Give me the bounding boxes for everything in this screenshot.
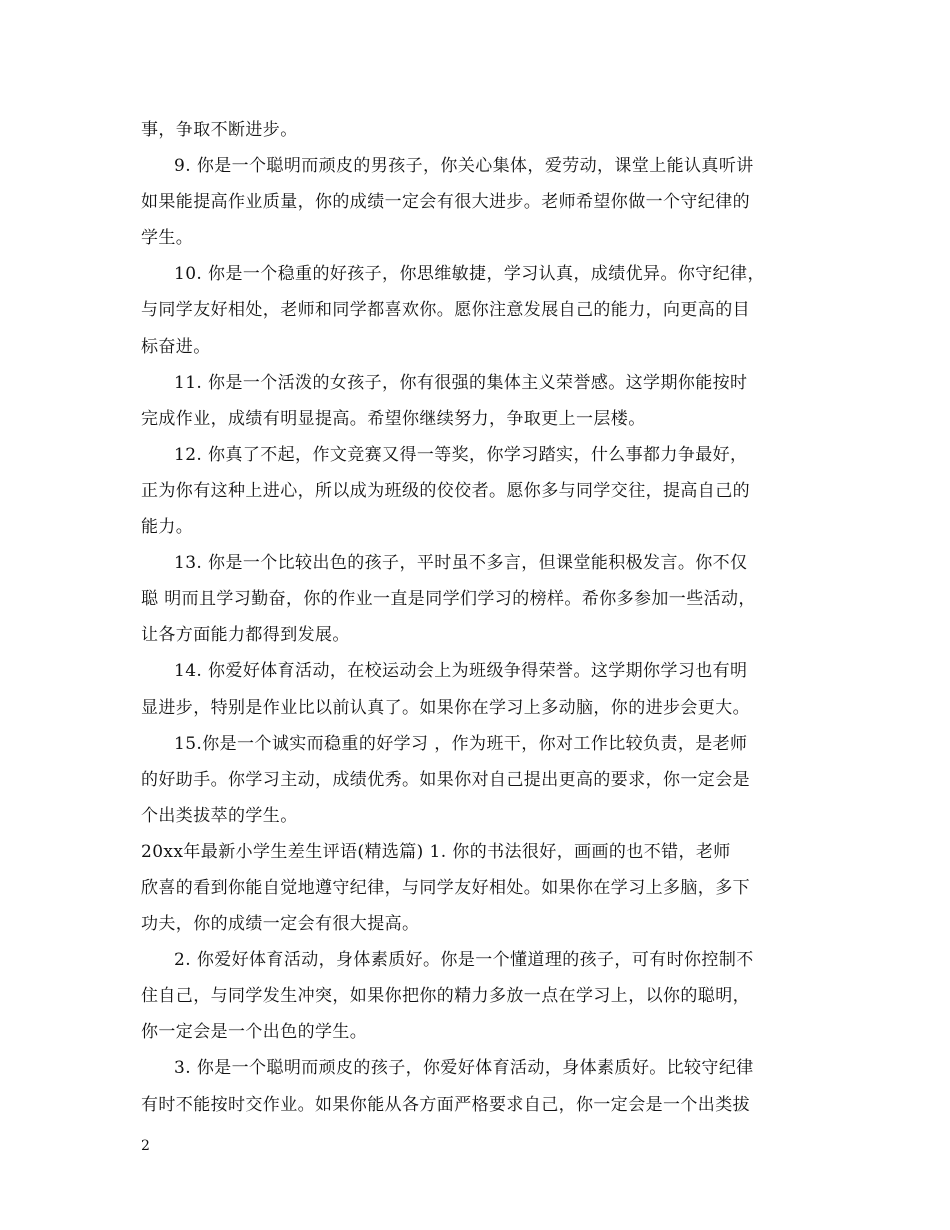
text-line: 12. 你真了不起，作文竞赛又得一等奖，你学习踏实，什么事都力争最好，	[174, 444, 748, 465]
text-line: 显进步，特别是作业比以前认真了。如果你在学习上多动脑，你的进步会更大。	[141, 697, 750, 718]
text-line: 欣喜的看到你能自觉地遵守纪律，与同学友好相处。如果你在学习上多脑，多下	[141, 877, 750, 898]
text-line: 11. 你是一个活泼的女孩子，你有很强的集体主义荣誉感。这学期你能按时	[174, 372, 748, 393]
text-line: 事，争取不断进步。	[141, 120, 298, 140]
text-line: 个出类拔萃的学生。	[141, 805, 298, 826]
text-line: 9. 你是一个聪明而顽皮的男孩子，你关心集体，爱劳动，课堂上能认真听讲	[174, 156, 754, 177]
text-line: 住自己，与同学发生冲突，如果你把你的精力多放一点在学习上，以你的聪明，	[141, 986, 750, 1007]
text-line: 能力。	[141, 517, 194, 538]
text-line: 聪 明而且学习勤奋，你的作业一直是同学们学习的榜样。希你多参加一些活动，	[141, 589, 756, 610]
text-line: 正为你有这种上进心，所以成为班级的佼佼者。愿你多与同学交往，提高自己的	[141, 480, 750, 501]
text-line: 3. 你是一个聪明而顽皮的孩子，你爱好体育活动，身体素质好。比较守纪律	[174, 1058, 754, 1079]
text-line: 15.你是一个诚实而稳重的好学习 ，作为班干，你对工作比较负责，是老师	[174, 733, 748, 754]
text-line: 让各方面能力都得到发展。	[141, 625, 350, 646]
text-line: 有时不能按时交作业。如果你能从各方面严格要求自己，你一定会是一个出类拔	[141, 1094, 750, 1115]
text-line: 的好助手。你学习主动，成绩优秀。如果你对自己提出更高的要求，你一定会是	[141, 769, 750, 790]
text-line: 14. 你爱好体育活动，在校运动会上为班级争得荣誉。这学期你学习也有明	[174, 661, 748, 682]
text-line: 完成作业，成绩有明显提高。希望你继续努力，争取更上一层楼。	[141, 408, 646, 429]
text-line: 学生。	[141, 228, 194, 249]
text-line: 20xx年最新小学生差生评语(精选篇) 1. 你的书法很好，画画的也不错，老师	[141, 841, 731, 862]
text-line: 2. 你爱好体育活动，身体素质好。你是一个懂道理的孩子，可有时你控制不	[174, 950, 754, 971]
text-line: 你一定会是一个出色的学生。	[141, 1022, 368, 1043]
document-body	[141, 112, 817, 1123]
text-line: 标奋进。	[141, 336, 211, 357]
text-line: 与同学友好相处，老师和同学都喜欢你。愿你注意发展自己的能力，向更高的目	[141, 300, 750, 321]
page-number: 2	[141, 1138, 150, 1154]
text-line: 功夫，你的成绩一定会有很大提高。	[141, 914, 420, 935]
text-line: 10. 你是一个稳重的好孩子，你思维敏捷，学习认真，成绩优异。你守纪律，	[174, 264, 765, 285]
text-line: 13. 你是一个比较出色的孩子，平时虽不多言，但课堂能积极发言。你不仅	[174, 553, 748, 574]
text-line: 如果能提高作业质量，你的成绩一定会有很大进步。老师希望你做一个守纪律的	[141, 192, 750, 213]
